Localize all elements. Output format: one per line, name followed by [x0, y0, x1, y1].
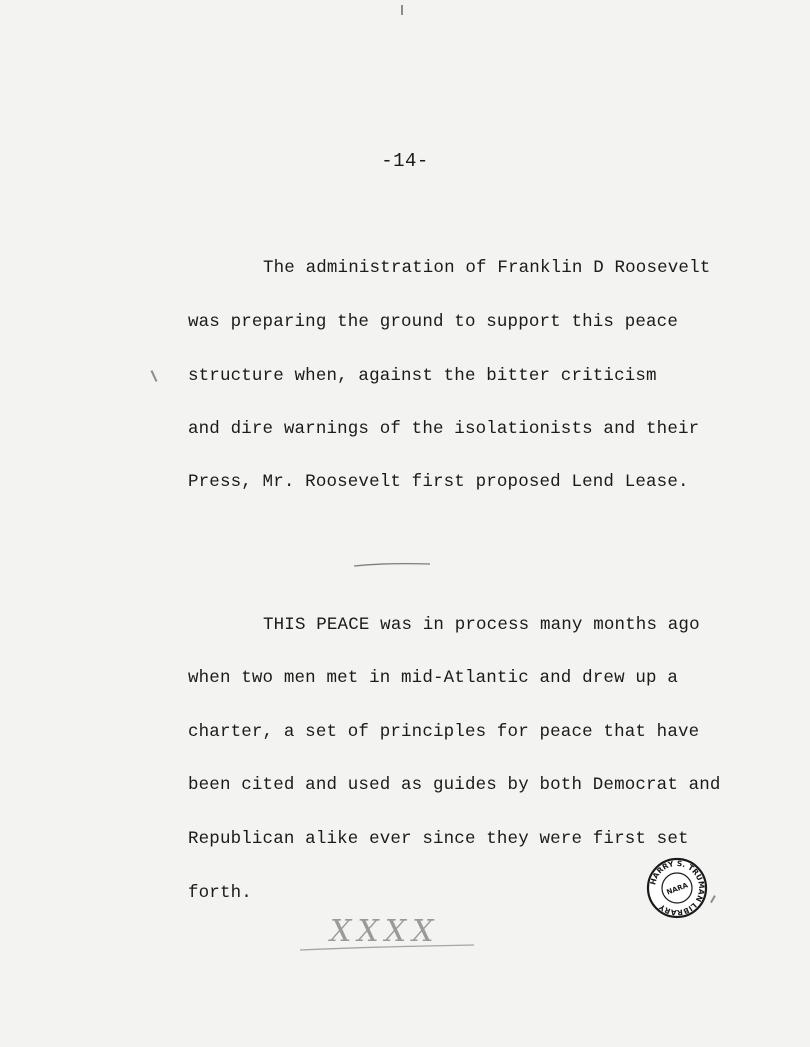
paragraph-1-line: and dire warnings of the isolationists and their	[188, 419, 700, 439]
paragraph-2-line: THIS PEACE was in process many months ago	[263, 615, 700, 635]
separator-line	[353, 561, 431, 569]
stamp-ring-text: HARRY S. TRUMAN LIBRARY	[648, 858, 707, 918]
paragraph-1-line: was preparing the ground to support this peace	[188, 312, 678, 332]
stamp-center-text: NARA	[665, 881, 690, 897]
page-number: -14-	[381, 150, 429, 172]
handwritten-mark-text: XXXX	[330, 914, 440, 949]
paragraph-1-line: The administration of Franklin D Roosevelt	[263, 258, 711, 278]
margin-mark	[710, 895, 715, 903]
paragraph-1-line: Press, Mr. Roosevelt first proposed Lend Lease.	[188, 472, 689, 492]
library-stamp	[646, 857, 708, 919]
margin-mark	[151, 370, 158, 382]
paragraph-2-line: been cited and used as guides by both Democrat and	[188, 775, 721, 795]
paragraph-2-line: forth.	[188, 883, 252, 903]
handwritten-underline	[296, 912, 476, 958]
margin-mark	[401, 5, 403, 15]
handwritten-mark	[296, 912, 476, 958]
paragraph-2-line: when two men met in mid-Atlantic and drew up a	[188, 668, 678, 688]
paragraph-1-line: structure when, against the bitter criticism	[188, 366, 657, 386]
paragraph-2-line: Republican alike ever since they were first set	[188, 829, 689, 849]
paragraph-2-line: charter, a set of principles for peace that have	[188, 722, 700, 742]
